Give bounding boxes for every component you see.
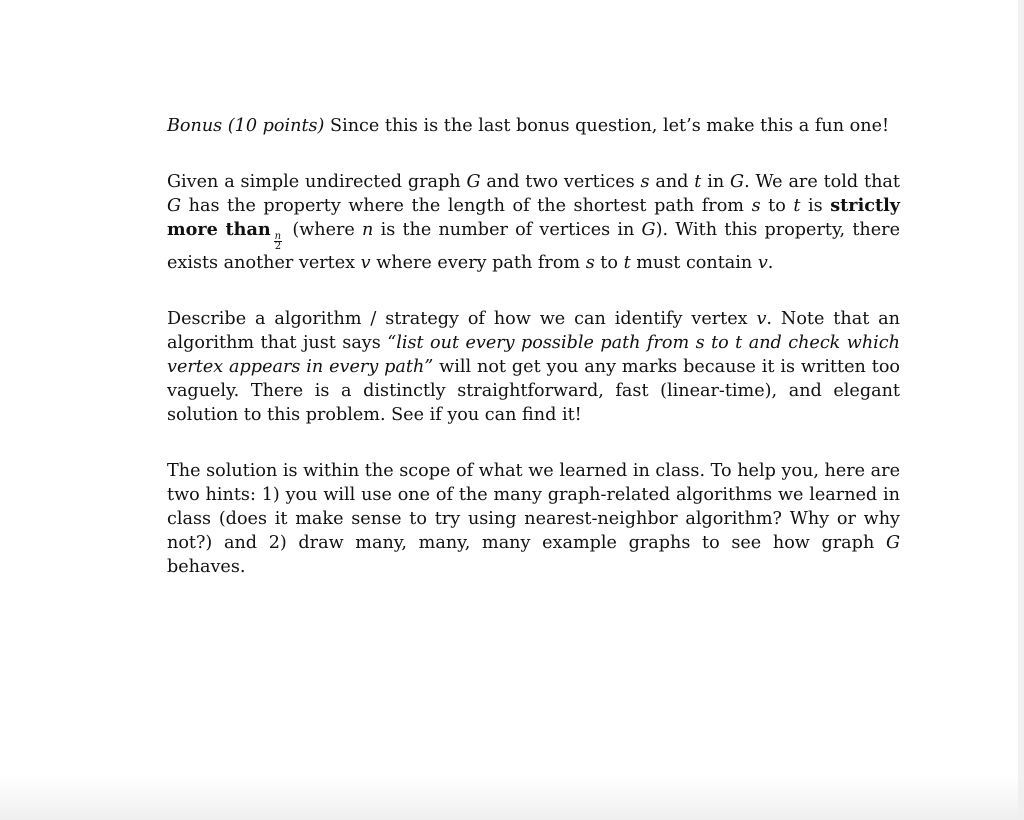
text-run: (where — [285, 220, 363, 240]
text-run: has the property where the length of the shortest path from — [181, 196, 752, 216]
text-run: ). With this property, there exists another vertex — [167, 220, 900, 273]
text-run: Describe a algorithm / strategy of how we can identify vertex — [167, 308, 757, 329]
text-run: The solution is within the scope of what we learned in class. To help you, here are two hints: 1) you will use one of the many graph-related algorithms we learned in class (does it make sense to try using nearest-neighbor algorithm? Why or why not?) and 2) draw many, many, many example graphs to see how graph — [167, 460, 900, 553]
math-var-s: s — [585, 252, 595, 273]
bonus-intro-text: Since this is the last bonus question, let’s make this a fun one! — [324, 116, 890, 136]
math-var-G: G — [167, 196, 182, 216]
text-run: must contain — [630, 252, 758, 273]
math-var-t: t — [694, 172, 702, 192]
bottom-shade — [0, 776, 1024, 820]
text-run: is — [800, 196, 831, 216]
problem-statement-paragraph — [167, 170, 900, 275]
text-run: behaves. — [167, 556, 246, 577]
hints-paragraph — [167, 459, 900, 579]
vague-algorithm-quote: “list out every possible path from s to t and check which vertex appears in every path” — [167, 332, 900, 377]
math-var-G: G — [730, 172, 745, 192]
text-run: to — [594, 252, 624, 273]
fraction-numerator: n — [274, 230, 282, 242]
fraction-denominator: 2 — [274, 240, 282, 252]
math-var-G: G — [885, 532, 900, 553]
math-var-v: v — [757, 252, 768, 273]
math-var-G: G — [641, 220, 656, 240]
text-run: in — [701, 172, 731, 192]
math-var-t: t — [623, 252, 631, 273]
math-var-t: t — [793, 196, 801, 216]
bonus-label: Bonus (10 points) — [167, 116, 325, 136]
math-var-v: v — [360, 252, 371, 273]
text-run: and two vertices — [480, 172, 641, 192]
algorithm-task-paragraph — [167, 307, 900, 427]
math-var-v: v — [756, 308, 767, 329]
text-run: is the number of vertices in — [373, 220, 642, 240]
document-page — [167, 114, 900, 611]
math-var-G: G — [466, 172, 481, 192]
text-run: . — [767, 252, 774, 273]
text-run: . Note that an algorithm that just says — [167, 308, 900, 353]
text-run: . We are told that — [744, 172, 900, 192]
text-run: to — [760, 196, 794, 216]
strictly-more-than-emphasis: strictly more than — [167, 195, 900, 240]
text-run: where every path from — [370, 252, 586, 273]
math-var-s: s — [751, 196, 761, 216]
n-over-2-fraction — [274, 232, 282, 251]
viewer-edge — [1018, 0, 1024, 820]
math-var-n: n — [362, 220, 374, 240]
text-run: Given a simple undirected graph — [167, 172, 467, 192]
math-var-s: s — [640, 172, 650, 192]
text-run: and — [649, 172, 695, 192]
bonus-intro-paragraph — [167, 114, 900, 138]
text-run: will not get you any marks because it is written too vaguely. There is a distinctly straightforward, fast (linear-time), and elegant solution to this problem. See if you can find it! — [167, 356, 901, 425]
